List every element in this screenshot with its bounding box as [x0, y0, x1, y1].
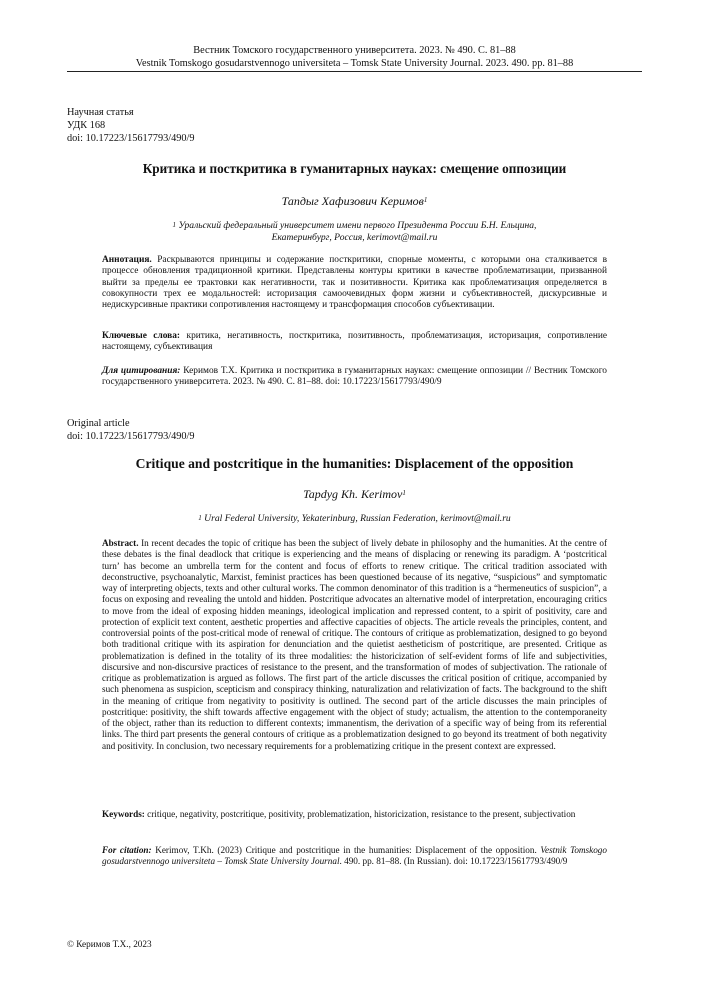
keywords-en — [102, 809, 607, 820]
keywords-text-ru: критика, негативность, посткритика, позитивность, проблематизация, историзация, сопротивление настоящему, субъективация — [102, 331, 608, 353]
author-name-en: Tapdyg Kh. Kerimov — [303, 487, 403, 501]
article-type-ru: Научная статья — [67, 107, 134, 118]
title-en: Critique and postcritique in the humanities: Displacement of the opposition — [135, 456, 574, 471]
article-type-en: Original article — [67, 418, 130, 429]
affil-sup-en: 1 — [198, 514, 202, 522]
citation-en — [102, 845, 607, 868]
journal-line-ru: Вестник Томского государственного университета. 2023. № 490. С. 81–88 — [193, 45, 516, 56]
author-sup-en: 1 — [402, 489, 406, 497]
keywords-label-ru: Ключевые слова: — [102, 331, 181, 341]
udc: УДК 168 — [67, 120, 106, 131]
keywords-label-en: Keywords: — [102, 809, 145, 819]
doi-en[interactable]: doi: 10.17223/15617793/490/9 — [67, 431, 195, 442]
copyright: © Керимов Т.Х., 2023 — [67, 939, 152, 949]
affil-sup-ru: 1 — [172, 221, 177, 229]
affil-line1-ru: Уральский федеральный университет имени первого Президента России Б.Н. Ельцина, — [178, 220, 537, 231]
doi-ru[interactable]: doi: 10.17223/15617793/490/9 — [67, 133, 195, 144]
abstract-en — [102, 538, 607, 752]
author-name-ru: Тапдыг Хафизович Керимов — [281, 194, 424, 208]
keywords-text-en: critique, negativity, postcritique, positivity, problematization, historicization, resistance to the present, subjectivation — [147, 809, 576, 819]
affil-line2-ru: Екатеринбург, Россия, kerimovt@mail.ru — [271, 232, 438, 243]
affil-text-en: Ural Federal University, Yekaterinburg, Russian Federation, kerimovt@mail.ru — [204, 513, 511, 524]
abstract-ru — [102, 255, 607, 311]
affiliation-en — [67, 513, 642, 525]
title-ru: Критика и посткритика в гуманитарных науках: смещение оппозиции — [142, 161, 567, 176]
citation-label-ru: Для цитирования: — [102, 366, 181, 376]
citation-text-ru: Керимов Т.Х. Критика и посткритика в гуманитарных науках: смещение оппозиции // Вестник Томского государственного университета. 2023. № 490. С. 81–88. doi: 10.17223/15617793/490/9 — [102, 366, 607, 388]
abstract-label-ru: Аннотация. — [102, 255, 152, 265]
article-meta-en — [67, 417, 195, 443]
author-en — [67, 487, 642, 502]
journal-line-en: Vestnik Tomskogo gosudarstvennogo universiteta – Tomsk State University Journal. 2023. 490. pp. 81–88 — [135, 58, 574, 69]
article-meta-ru — [67, 106, 195, 145]
citation-journal-en: Vestnik Tomskogo gosudarstvennogo universiteta – Tomsk State University Journal — [102, 845, 607, 867]
author-sup-ru: 1 — [423, 196, 428, 204]
abstract-text-en: In recent decades the topic of critique has been the subject of lively debate in philosophy and the humanities. At the centre of these debates is the final deadlock that critique is experiencing and the means of displacing or renewing its paradigm. A ‘postcritical turn’ has become an umbrella term for the content and focus of efforts to renew critique. The critical tradition associated with deconstructive, psychoanalytic, Marxist, feminist practices has been questioned because of its negative, “suspicious” and symptomatic way of interpreting objects, texts and other cultural works. The common denominator of this tradition is a “hermeneutics of suspicion”, a focus on exposing and revealing the untold and hidden. Postcritique advocates an alternative model of interpretation, encouraging critics to move from the ideal of exposing hidden meanings, ideological implication and repressed content, to a spirit of positivity, care and protection of explicit text content, aesthetic properties and affective capacities of objects. The article reveals the principles, content, and controversial points of the post-critical mode of renewal of critique. The contours of critique as problematization, designed to go beyond both traditional critique with its aspiration for denunciation and the quietist aestheticism of postcritique, are presented. Critique as problematization is defined in the totality of its three modalities: the historicization of self-evident forms of life and subjectivities, discursive and non-discursive practices of resistance to the present, and the transformation of modes of subjectivation. The rationale of critique as problematization is argued as follows. The first part of the article discusses the critical position of critique, accompanied by such phenomena as suspicion, scepticism and conspiracy thinking, naturalization and relativization of facts. The background to the shift in the meaning of critique from negativity to positivity is outlined. The second part of the article discusses the main principles of postcritique: positivity, the shift towards affective engagement with the object of study; actualism, the attention to the contemporaneity of the object, rather than its reduction to different contexts; immanentism, the derivation of a specific way of being from its referential links. The third part presents the general contours of critique as a problematization designed to go beyond its treatment of both negativity and positivity. In conclusion, two necessary requirements for a problematizing critique in the present context are expressed. — [102, 538, 607, 751]
author-ru — [67, 194, 642, 209]
abstract-label-en: Abstract. — [102, 538, 139, 548]
citation-label-en: For citation: — [102, 845, 152, 855]
abstract-text-ru: Раскрываются принципы и содержание посткритики, спорные моменты, с которыми она сталкивается в процессе обновления традиционной критики. Представлены контуры критики в качестве проблематизации, призванной выйти за пределы ее трактовки как негативности, так и позитивности. Критика как проблематизация определяется в совокупности трех ее модальностей: историзация самоочевидных форм жизни и субъективностей, дискурсивные и недискурсивные практики сопротивления настоящему и трансформация способов субъективации. — [102, 255, 608, 310]
citation-text2-en: . 490. pp. 81–88. (In Russian). doi: 10.17223/15617793/490/9 — [339, 856, 568, 867]
keywords-ru — [102, 331, 607, 354]
running-header — [67, 44, 642, 70]
citation-ru — [102, 366, 607, 389]
citation-text1-en: Kerimov, T.Kh. (2023) Critique and postcritique in the humanities: Displacement of the opposition. — [155, 845, 537, 855]
header-divider — [67, 71, 642, 72]
affiliation-ru — [67, 220, 642, 244]
